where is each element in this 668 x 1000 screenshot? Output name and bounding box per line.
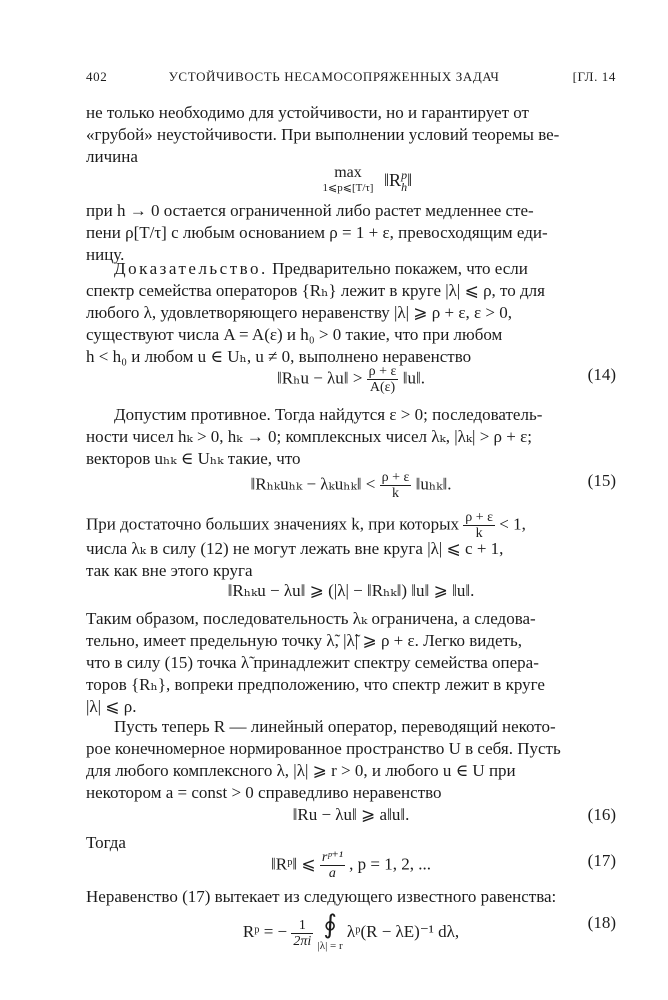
paragraph-8: Неравенство (17) вытекает из следующего известного равенства: (86, 887, 557, 906)
f18-fraction (291, 918, 313, 949)
f15-numerator: ρ + ε (381, 470, 410, 485)
f15-fraction (380, 470, 412, 501)
f15-denominator: k (392, 486, 400, 501)
p5-numerator: ρ + ε (465, 510, 494, 525)
text-line: некотором a = const > 0 справедливо неравенство (86, 783, 442, 802)
text-togda: Тогда (86, 833, 126, 852)
paragraph-2 (86, 200, 616, 266)
text-line: Допустим противное. Тогда найдутся ε > 0; последователь- (114, 405, 543, 424)
text-line (86, 510, 616, 541)
paragraph-5-cont (86, 538, 616, 582)
paragraph-5 (86, 510, 616, 541)
chapter-label: [ГЛ. 14 (572, 69, 616, 84)
f15-left: ‖Rₕₖuₕₖ − λₖuₕₖ‖ < (250, 474, 376, 494)
text-line: Предварительно покажем, что если (272, 259, 528, 278)
paragraph-1 (86, 102, 616, 168)
f18-left: Rᵖ = − (242, 921, 288, 941)
equation-number-16: (16) (587, 805, 616, 824)
integral-sign: ∮ (323, 910, 337, 939)
text-line: спектр семейства операторов {Rₕ} лежит в круге |λ| ⩽ ρ, то для (86, 281, 545, 300)
f15-right: ‖uₕₖ‖. (415, 474, 452, 494)
text-line: ницу. (86, 245, 125, 264)
paragraph-4-cont (86, 426, 616, 470)
f18-right: λᵖ(R − λE)⁻¹ dλ, (346, 921, 460, 941)
running-title: УСТОЙЧИВОСТЬ НЕСАМОСОПРЯЖЕННЫХ ЗАДАЧ (168, 69, 500, 84)
p5-fraction (463, 510, 495, 541)
formula-17 (86, 850, 616, 881)
norm-r: ‖R (384, 170, 402, 190)
page-number: 402 (86, 69, 108, 84)
text-line: «грубой» неустойчивости. При выполнении условий теоремы ве- (86, 125, 560, 144)
paragraph-7-cont (86, 738, 616, 804)
f18-numerator: 1 (291, 918, 313, 934)
norm-close: ‖ (407, 170, 413, 190)
f14-fraction (367, 364, 399, 395)
integral-contour: |λ| = r (317, 940, 343, 952)
formula-14 (86, 364, 616, 395)
text-line: при h → 0 остается ограниченной либо растет медленнее сте- (86, 201, 534, 220)
formula-16: ‖Ru − λu‖ ⩾ a‖u‖. (292, 805, 410, 824)
text-line: тельно, имеет предельную точку λ̃, |λ̃| ⩾ ρ + ε. Легко видеть, (86, 631, 522, 650)
text-line: числа λₖ в силу (12) не могут лежать вне круга |λ| ⩽ c + 1, (86, 539, 504, 558)
text-line: пени ρ[T/τ] с любым основанием ρ = 1 + ε, превосходящим еди- (86, 223, 548, 242)
formula-18 (86, 912, 616, 954)
equation-number-17: (17) (587, 851, 616, 870)
p5-text-end: < 1, (499, 514, 526, 534)
f17-denominator: a (328, 866, 336, 881)
text-line: личина (86, 147, 138, 166)
sup-p: p (401, 168, 408, 182)
f17-numerator: rᵖ⁺¹ (321, 850, 343, 865)
f14-right: ‖u‖. (402, 368, 425, 388)
equation-number-14: (14) (587, 365, 616, 384)
f17-left: ‖Rᵖ‖ ⩽ (270, 854, 316, 874)
text-line: что в силу (15) точка λ̃ принадлежит спектру семейства опера- (86, 653, 539, 672)
paragraph-proof-cont (86, 280, 616, 368)
contour-integral (318, 912, 343, 954)
f17-right: , p = 1, 2, ... (349, 854, 431, 874)
paragraph-6 (86, 608, 616, 718)
text-line: существуют числа A = A(ε) и h₀ > 0 такие, что при любом (86, 325, 503, 344)
max-subscript: 1⩽p⩽[T/τ] (322, 182, 374, 194)
equation-number-15: (15) (587, 471, 616, 490)
paragraph-proof (86, 258, 616, 280)
f18-denominator: 2πi (293, 933, 312, 949)
max-label: max (334, 164, 362, 181)
text-line: не только необходимо для устойчивости, но и гарантирует от (86, 103, 529, 122)
p5-text: При достаточно больших значениях k, при которых (86, 514, 460, 534)
text-line: рое конечномерное нормированное пространство U в себя. Пусть (86, 739, 561, 758)
paragraph-4 (86, 404, 616, 426)
formula-15 (86, 470, 616, 501)
sub-h: h (401, 179, 408, 194)
text-line: любого λ, удовлетворяющего неравенству |λ| ⩾ ρ + ε, ε > 0, (86, 303, 512, 322)
formula-max-expression (384, 164, 412, 198)
f17-fraction (320, 850, 345, 881)
p5-denominator: k (475, 526, 483, 541)
f14-left: ‖Rₕu − λu‖ > (277, 368, 363, 388)
formula-inequality: ‖Rₕₖu − λu‖ ⩾ (|λ| − ‖Rₕₖ‖) ‖u‖ ⩾ ‖u‖. (227, 581, 475, 600)
equation-number-18: (18) (587, 913, 616, 932)
proof-heading: Доказательство. (114, 259, 268, 278)
f14-numerator: ρ + ε (368, 364, 397, 379)
formula-max-operator (318, 164, 378, 194)
text-line: так как вне этого круга (86, 561, 253, 580)
text-line: Таким образом, последовательность λₖ ограничена, а следова- (86, 609, 536, 628)
text-line: Пусть теперь R — линейный оператор, переводящий некото- (114, 717, 556, 736)
text-line: торов {Rₕ}, вопреки предположению, что спектр лежит в круге (86, 675, 545, 694)
f14-denominator: A(ε) (369, 380, 396, 395)
text-line: ности чисел hₖ > 0, hₖ → 0; комплексных чисел λₖ, |λₖ| > ρ + ε; (86, 427, 532, 446)
text-line: векторов uₕₖ ∈ Uₕₖ такие, что (86, 449, 301, 468)
text-line: |λ| ⩽ ρ. (86, 697, 137, 716)
text-line: h < h₀ и любом u ∈ Uₕ, u ≠ 0, выполнено неравенство (86, 347, 472, 366)
paragraph-7 (86, 716, 616, 738)
text-line: для любого комплексного λ, |λ| ⩾ r > 0, и любого u ∈ U при (86, 761, 516, 780)
